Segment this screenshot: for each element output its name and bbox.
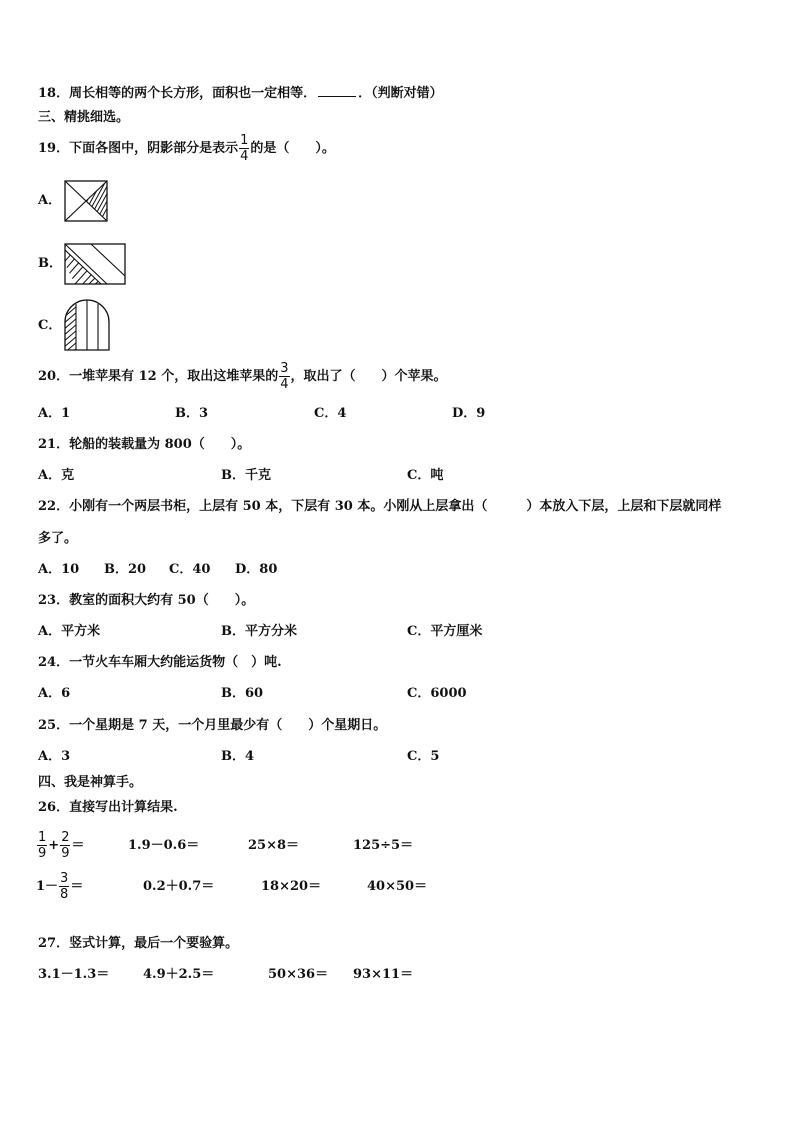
q24-option-b[interactable]: B．60 [221, 686, 264, 701]
option-a-label[interactable]: A． [38, 193, 62, 208]
q26-expr-fraction-sum [36, 826, 84, 866]
fraction-one-ninth: $\frac{1}{9}$ [38, 830, 47, 861]
q26-expr-one-minus-fraction [36, 867, 83, 907]
q21-option-a[interactable]: A．克 [38, 468, 75, 483]
q20-option-a[interactable]: A．1 [38, 406, 71, 421]
section-heading-3: 三、精挑细选。 [38, 110, 130, 125]
q27-expr-2: 4.9＋2.5＝ [143, 967, 215, 982]
q25-option-c[interactable]: C．5 [407, 749, 440, 764]
question-22: 22．小刚有一个两层书柜，上层有 50 本，下层有 30 本。小刚从上层拿出（ ）本放入下层，上层和下层就同样 [38, 499, 722, 514]
question-26: 26．直接写出计算结果. [38, 800, 178, 815]
q25-option-a[interactable]: A．3 [38, 749, 71, 764]
question-19-suffix: 的是（ ）。 [250, 141, 335, 156]
q23-option-c[interactable]: C．平方厘米 [407, 624, 483, 639]
fraction-three-quarters: $\frac{3}{4}$ [280, 361, 289, 392]
question-25: 25．一个星期是 7 天，一个月里最少有（ ）个星期日。 [38, 718, 387, 733]
plus-sign: + [48, 838, 60, 853]
option-a-square-figure[interactable] [63, 179, 109, 223]
fraction-one-quarter: $\frac{1}{4}$ [240, 133, 249, 164]
fraction-three-eighths: $\frac{3}{8}$ [60, 871, 69, 902]
q20-option-d[interactable]: D．9 [452, 406, 486, 421]
q26-expr-decimal-sum: 0.2＋0.7＝ [143, 879, 215, 894]
q22-option-d[interactable]: D．80 [235, 562, 278, 577]
fraction-two-ninths: $\frac{2}{9}$ [61, 830, 70, 861]
q26-expr-division: 125÷5＝ [353, 838, 414, 853]
q23-option-a[interactable]: A．平方米 [38, 624, 101, 639]
question-22-continued: 多了。 [38, 531, 78, 546]
option-c-arch-figure[interactable] [63, 298, 115, 352]
q21-option-b[interactable]: B．千克 [221, 468, 271, 483]
question-20-suffix: ，取出了（ ）个苹果。 [290, 369, 447, 384]
q25-option-b[interactable]: B．4 [221, 749, 255, 764]
q27-expr-4: 93×11＝ [353, 967, 414, 982]
q26-expr-multiplication: 25×8＝ [248, 838, 300, 853]
question-21: 21．轮船的装载量为 800（ ）。 [38, 437, 251, 452]
q24-option-a[interactable]: A．6 [38, 686, 71, 701]
question-18-text: 18．周长相等的两个长方形，面积也一定相等． [38, 86, 317, 101]
q24-option-c[interactable]: C．6000 [407, 686, 467, 701]
option-b-label[interactable]: B． [38, 256, 62, 271]
question-23: 23．教室的面积大约有 50（ ）。 [38, 593, 255, 608]
q23-option-b[interactable]: B．平方分米 [221, 624, 297, 639]
question-19 [38, 130, 335, 168]
question-20-text: 20．一堆苹果有 12 个，取出这堆苹果的 [38, 369, 279, 384]
q26-expr-product-2: 40×50＝ [367, 879, 428, 894]
q21-option-c[interactable]: C．吨 [407, 468, 444, 483]
question-19-text: 19．下面各图中，阴影部分是表示 [38, 141, 239, 156]
option-c-label[interactable]: C． [38, 318, 62, 333]
q26-expr-product-1: 18×20＝ [261, 879, 322, 894]
answer-blank[interactable] [318, 84, 356, 97]
q22-option-c[interactable]: C．40 [169, 562, 211, 577]
expr-lead: 1－ [36, 879, 59, 894]
question-20 [38, 357, 447, 397]
question-18 [38, 84, 443, 102]
equals-sign: ＝ [70, 879, 84, 894]
q20-option-b[interactable]: B．3 [175, 406, 209, 421]
q22-option-b[interactable]: B．20 [104, 562, 147, 577]
q27-expr-3: 50×36＝ [268, 967, 329, 982]
section-heading-4: 四、我是神算手。 [38, 775, 143, 790]
option-b-rectangle-figure[interactable] [63, 242, 127, 286]
q20-option-c[interactable]: C．4 [314, 406, 347, 421]
equals-sign: ＝ [71, 838, 85, 853]
q26-expr-subtraction: 1.9－0.6＝ [128, 838, 200, 853]
q22-option-a[interactable]: A．10 [38, 562, 80, 577]
question-24: 24．一节火车车厢大约能运货物（ ）吨. [38, 655, 282, 670]
question-27: 27．竖式计算，最后一个要验算。 [38, 936, 239, 951]
q27-expr-1: 3.1－1.3＝ [38, 967, 110, 982]
question-18-suffix: ．（判断对错） [358, 86, 443, 101]
